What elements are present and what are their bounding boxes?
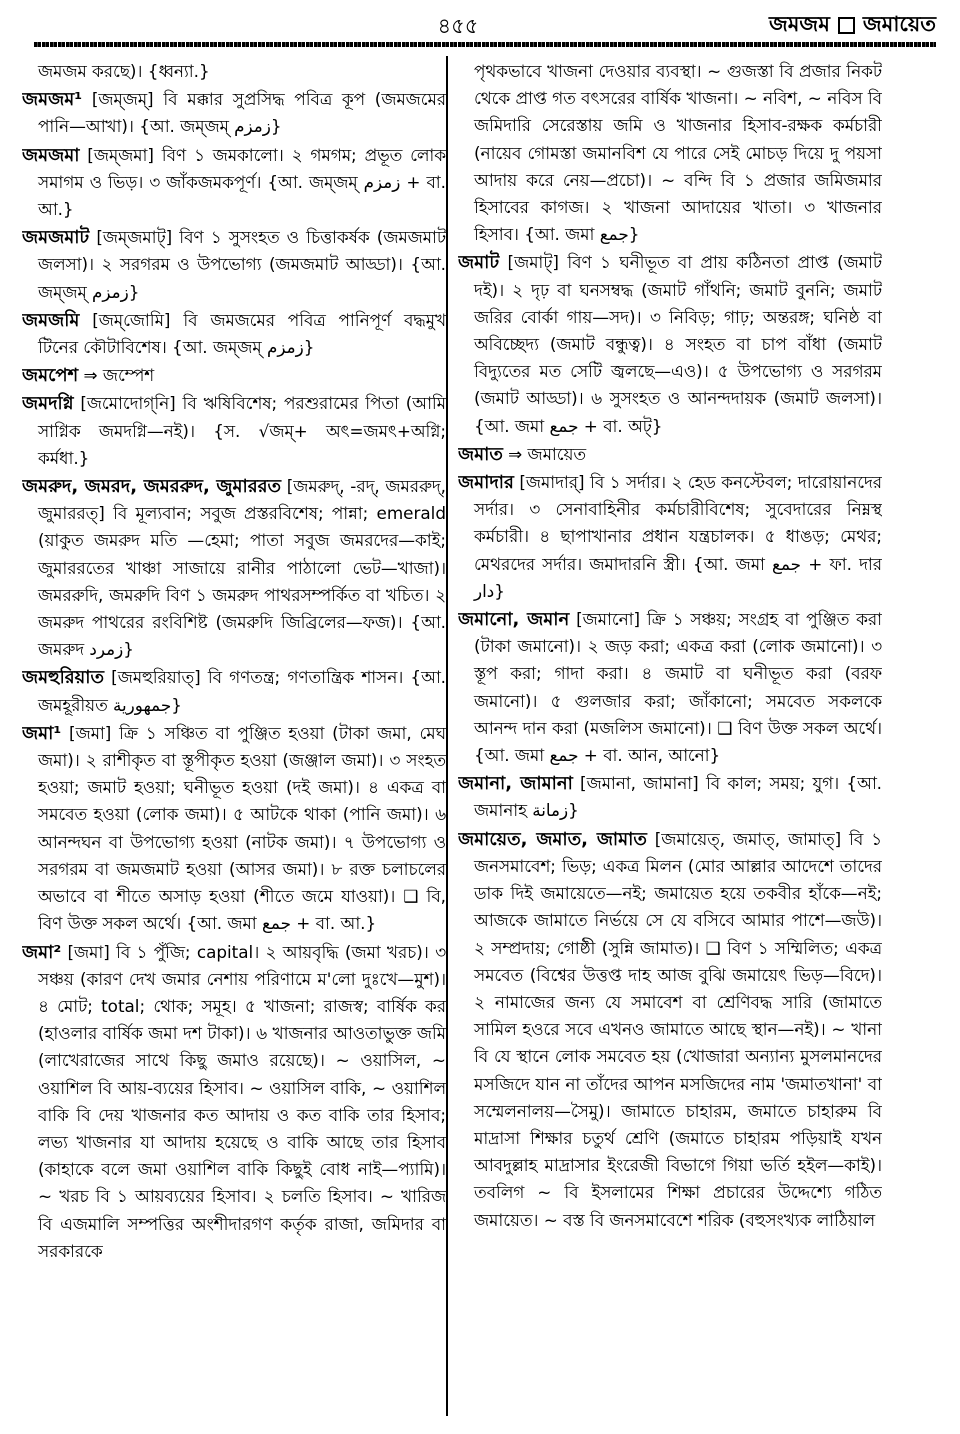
entry-headword: জমাত — [458, 443, 503, 465]
page-header — [18, 4, 942, 40]
dictionary-entry — [22, 86, 446, 140]
dictionary-entry — [22, 362, 446, 389]
guide-word-last: জমায়েত — [862, 12, 936, 36]
entry-body: [জমানা, জামানা] বি কাল; সময়; যুগ। {আ. জমানাহ زمانة} — [474, 773, 882, 821]
entry-headword: জমা² — [22, 941, 62, 963]
entry-body: [জম্‌জোমি] বি জমজমের পবিত্র পানিপূর্ণ বদ্ধমুখ টিনের কৌটাবিশেষ। {আ. জম্‌জম্ زمزم} — [38, 309, 446, 358]
entry-body: [জমায়েত্, জমাত্, জামাত্] বি ১ জনসমাবেশ; ভিড়; একত্র মিলন (মোর আল্লার আদেশে তাদের ডাক দিই জমায়েতে—নই; জমায়েত হয়ে তকবীর হাঁকে—নই; আজকে জামাতে নির্ভয়ে সে যে বসিবে আমার পাশে—জউ)। ২ সম্প্রদায়; গোষ্ঠী (সুন্নি জামাত)। ❑ বিণ ১ সম্মিলিত; একত্র সমবেত (বিশ্বের উত্তপ্ত দাহ আজ বুঝি জমায়েৎ ভিড়—বিদে)। ২ নামাজের জন্য যে সমাবেশ বা শ্রেণিবদ্ধ সারি (জামাতে সামিল হওরে সবে এখনও জামাতে আছে স্থান—নই)। ~ খানা বি যে স্থানে লোক সমবেত হয় (খোজারা অন্যান্য মুসলমানদের মসজিদে যান না তাঁদের আপন মসজিদের নাম 'জমাতখানা' বা সম্মেলনালয়—সৈমু)। জামাতে চাহারম, জমাতে চাহারুম বি মাদ্রাসা শিক্ষার চতুর্থ শ্রেণি (জমাতে চাহারম পড়িয়াই যখন আবদুল্লাহ মাদ্রাসার ইংরেজী বিভাগে গিয়া ভর্তি হইল—কাই)। তবলিগ ~ বি ইসলামের শিক্ষা প্রচারের উদ্দেশ্যে গঠিত জমায়েত। ~ বস্ত বি জনসমাবেশে শরিক (বহুসংখ্যক লাঠিয়াল — [474, 828, 882, 1230]
dictionary-entry — [458, 606, 882, 769]
entry-body: [জম্‌জমা] বিণ ১ জমকালো। ২ গমগম; প্রভূত লোক সমাগম ও ভিড়। ৩ জাঁকজমকপূর্ণ। {আ. জম্‌জম্ زمزم + বা. আ.} — [38, 144, 446, 220]
entry-headword: জমায়েত, জমাত, জামাত — [458, 828, 647, 850]
entry-headword: জমজমি — [22, 309, 80, 331]
entry-headword: জমহুরিয়াত — [22, 667, 104, 689]
column-divider — [446, 56, 448, 1416]
dictionary-entry — [22, 58, 446, 85]
right-column — [458, 58, 882, 1414]
running-head — [769, 8, 936, 43]
entry-headword: জমাট — [458, 252, 500, 274]
entry-headword: জমানো, জমান — [458, 609, 570, 631]
dictionary-entry — [458, 826, 882, 1234]
dictionary-entry — [458, 58, 882, 248]
entry-headword: জমানা, জামানা — [458, 773, 573, 795]
entry-body: [জমা] বি ১ পুঁজি; capital। ২ আয়বৃদ্ধি (জমা খরচ)। ৩ সঞ্চয় (কারণ দেখ জমার নেশায় পরিণামে ম'লো দুঃখে—মুশ)। ৪ মোট; total; থোক; সমূহ। ৫ খাজনা; রাজস্ব; বার্ষিক কর (হাওলার বার্ষিক জমা দশ টাকা)। ৬ খাজনার আওতাভুক্ত জমি (লাখেরাজের সাথে কিছু জমাও রয়েছে)। ~ ওয়াসিল, ~ ওয়াশিল বি আয়-ব্যয়ের হিসাব। ~ ওয়াসিল বাকি, ~ ওয়াশিল বাকি বি দেয় খাজনার কত আদায় ও কত বাকি তার হিসাব; লভ্য খাজনার যা আদায় হয়েছে ও বাকি আছে তার হিসাব (কাহাকে বলে জমা ওয়াশিল বাকি কিছুই বোধ নাই—প্যামি)। ~ খরচ বি ১ আয়ব্যয়ের হিসাব। ২ চলতি হিসাব। ~ খারিজ বি এজমালি সম্পত্তির অংশীদারগণ কর্তৃক রাজা, জমিদার বা সরকারকে — [38, 941, 446, 1261]
entry-body: [জমানো] ক্রি ১ সঞ্চয়; সংগ্রহ বা পুঞ্জিত করা (টাকা জমানো)। ২ জড় করা; একত্র করা (লোক জমানো)। ৩ স্তূপ করা; গাদা করা। ৪ জমাট বা ঘনীভূত করা (বরফ জমানো)। ৫ গুলজার করা; জাঁকানো; সমবেত সকলকে আনন্দ দান করা (মজলিস জমানো)। ❑ বিণ উক্ত সকল অর্থে। {আ. জমা جمع + বা. আন, আনো} — [474, 609, 882, 766]
dictionary-entry — [458, 249, 882, 439]
entry-headword: জমদগ্নি — [22, 393, 74, 415]
entry-body: [জম্‌জম্] বি মক্কার সুপ্রসিদ্ধ পবিত্র কূপ (জমজমের পানি—আখা)। {আ. জম্‌জম্ زمزم} — [38, 89, 446, 137]
entry-headword: জমপেশ — [22, 365, 79, 387]
dictionary-entry — [458, 469, 882, 605]
dictionary-entry — [22, 720, 446, 938]
dictionary-entry — [22, 473, 446, 663]
entry-body: [জমরুদ্‌, -রদ্‌, জমররুদ্‌, জুমাররত্] বি মূল্যবান; সবুজ প্রস্তরবিশেষ; পান্না; emerald (য়াকুত জমরুদ মতি —হেমা; পাতা সবুজ জমরদের—কাই; জুমাররতের খাঞ্চা সাজায়ে রানীর পাঠালো ভেট—খাজা)। জমররুদি, জমরুদি বিণ ১ জমরুদ পাথরসম্পর্কিত বা খচিত। ২ জমরুদ পাথরের রংবিশিষ্ট (জমরুদি জিব্রিলের—ফজ)। {আ. জমরুদ زمرد} — [38, 476, 446, 660]
guide-word-first: জমজম — [768, 12, 830, 36]
dictionary-entry — [458, 441, 882, 468]
dictionary-entry — [22, 307, 446, 361]
dictionary-entry — [22, 664, 446, 718]
entry-headword: জমজমা — [22, 144, 80, 166]
entry-body: জমজম করছে)। {ধ্বন্যা.} — [38, 61, 210, 81]
entry-body: [জমাট্] বিণ ১ ঘনীভূত বা প্রায় কঠিনতা প্রাপ্ত (জমাট দই)। ২ দৃঢ় বা ঘনসম্বদ্ধ (জমাট গাঁথনি; জমাট বুননি; জমাট জরির বোর্কা গায়—সদ)। ৩ নিবিড়; গাঢ়; অন্তরঙ্গ; ঘনিষ্ঠ বা অবিচ্ছেদ্য (জমাট বন্ধুত্ব)। ৪ সংহত বা চাপ বাঁধা (জমাট বিদ্যুতের মত সেটি জ্বলছে—এও)। ৫ উপভোগ্য ও সরগরম (জমাট আড্ডা)। ৬ সুসংহত ও আনন্দদায়ক (জমাট জলসা)। {আ. জমা جمع + বা. অট্} — [474, 252, 882, 436]
entry-body: ⇒ জমায়েত — [502, 443, 586, 464]
entry-headword: জমজমাট — [22, 227, 90, 249]
entry-headword: জমা¹ — [22, 722, 62, 744]
entry-body: পৃথকভাবে খাজনা দেওয়ার ব্যবস্থা। ~ গুজস্তা বি প্রজার নিকট থেকে প্রাপ্ত গত বৎসরের বার্ষিক খাজনা। ~ নবিশ, ~ নবিস বি জমিদারি সেরেস্তায় জমি ও খাজনার হিসাব-রক্ষক কর্মচারী (নায়েব গোমস্তা জমানবিশ যে পারে সেই মোচড় দিয়ে দু পয়সা আদায় করে নেয়—প্রচো)। ~ বন্দি বি ১ প্রজার জমিজমার হিসাবের কাগজ। ২ খাজনা আদায়ের খাতা। ৩ খাজনার হিসাব। {আ. জমা جمع} — [474, 61, 882, 245]
entry-headword: জমাদার — [458, 472, 514, 494]
entry-headword: জমজম¹ — [22, 89, 83, 111]
entry-body: [জমহুরিয়াত্] বি গণতন্ত্র; গণতান্ত্রিক শাসন। {আ. জমহূরীয়ত جمهورية} — [38, 667, 446, 715]
dictionary-entry — [22, 142, 446, 224]
entry-body: [জম্‌জমাট্] বিণ ১ সুসংহত ও চিত্তাকর্ষক (জমজমাট জলসা)। ২ সরগরম ও উপভোগ্য (জমজমাট আড্ডা)। {আ. জম্‌জম্ زمزم} — [38, 227, 446, 302]
entry-body: [জমা] ক্রি ১ সঞ্চিত বা পুঞ্জিত হওয়া (টাকা জমা, মেঘ জমা)। ২ রাশীকৃত বা স্তূপীকৃত হওয়া (জঞ্জাল জমা)। ৩ সংহত হওয়া; জমাট হওয়া; ঘনীভূত হওয়া (দই জমা)। ৪ একত্র বা সমবেত হওয়া (লোক জমা)। ৫ আটকে থাকা (পানি জমা)। ৬ আনন্দঘন বা উপভোগ্য হওয়া (নাটক জমা)। ৭ উপভোগ্য ও সরগরম বা জমজমাট হওয়া (আসর জমা)। ৮ রক্ত চলাচলের অভাবে বা শীতে অসাড় হওয়া (শীতে জমে যাওয়া)। ❑ বি, বিণ উক্ত সকল অর্থে। {আ. জমা جمع + বা. আ.} — [38, 722, 446, 934]
square-separator-icon — [838, 17, 855, 34]
header-rule — [34, 42, 936, 47]
dictionary-entry — [458, 770, 882, 824]
entry-headword: জমরুদ, জমরদ, জমররুদ, জুমাররত — [22, 476, 282, 498]
dictionary-entry — [22, 390, 446, 472]
entry-body: ⇒ জম্পেশ — [78, 365, 155, 386]
dictionary-entry — [22, 939, 446, 1265]
entry-body: [জমাদার্] বি ১ সর্দার। ২ হেড কনস্টেবল; দারোয়ানদের সর্দার। ৩ সেনাবাহিনীর কর্মচারীবিশেষ; সুবেদারের নিম্নস্থ কর্মচারী। ৪ ছাপাখানার প্রধান যন্ত্রচালক। ৫ ধাঙড়; মেথর; মেথরদের সর্দার। জমাদারনি স্ত্রী। {আ. জমা جمع + ফা. দার دار} — [474, 472, 882, 601]
entry-body: [জমোদোগ্‌নি] বি ঋষিবিশেষ; পরশুরামের পিতা (আমি সাগ্নিক জমদগ্নি—নই)। {স. √জম্+ অৎ=জমৎ+অগ্নি; কর্মধা.} — [38, 393, 446, 468]
page-number: ৪৫৫ — [437, 14, 479, 38]
dictionary-entry — [22, 224, 446, 306]
left-column — [22, 58, 446, 1414]
